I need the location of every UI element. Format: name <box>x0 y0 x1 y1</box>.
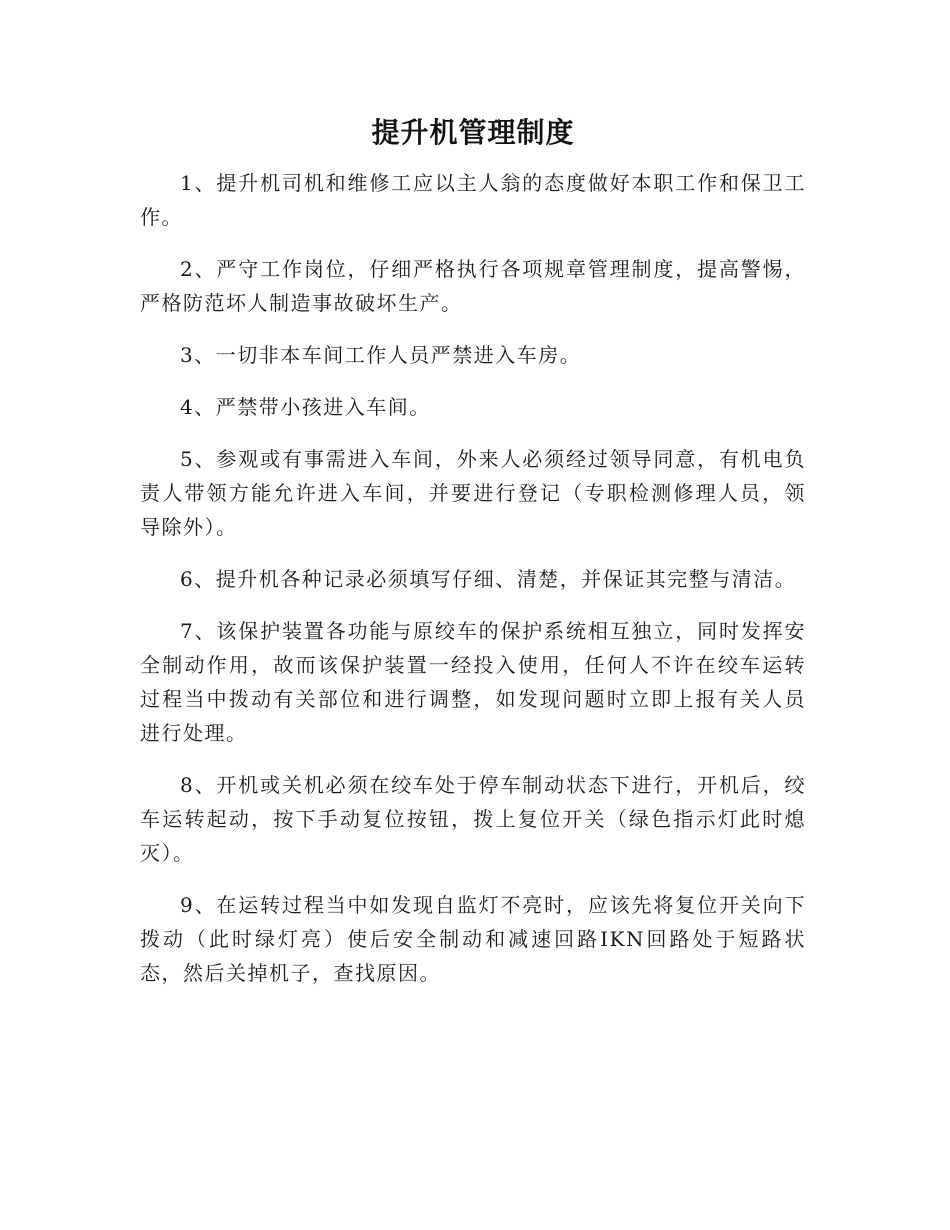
paragraph-3: 3、一切非本车间工作人员严禁进入车房。 <box>180 343 582 367</box>
paragraph-2: 2、严守工作岗位，仔细严格执行各项规章管理制度，提高警惕，严格防范坏人制造事故破坏生产。 <box>140 257 806 315</box>
document-title: 提升机管理制度 <box>371 116 575 149</box>
paragraph-7: 7、该保护装置各功能与原绞车的保护系统相互独立，同时发挥安全制动作用，故而该保护装置一经投入使用，任何人不许在绞车运转过程当中拨动有关部位和进行调整，如发现问题时立即上报有关人员进行处理。 <box>140 619 806 745</box>
paragraph-5: 5、参观或有事需进入车间，外来人必须经过领导同意，有机电负责人带领方能允许进入车间，并要进行登记（专职检测修理人员，领导除外）。 <box>140 447 806 539</box>
paragraph-4: 4、严禁带小孩进入车间。 <box>180 395 431 419</box>
paragraph-6: 6、提升机各种记录必须填写仔细、清楚，并保证其完整与清洁。 <box>180 567 797 591</box>
paragraph-9: 9、在运转过程当中如发现自监灯不亮时，应该先将复位开关向下拨动（此时绿灯亮）使后安全制动和减速回路IKN回路处于短路状态，然后关掉机子，查找原因。 <box>140 893 806 985</box>
paragraph-1: 1、提升机司机和维修工应以主人翁的态度做好本职工作和保卫工作。 <box>140 171 806 229</box>
paragraph-8: 8、开机或关机必须在绞车处于停车制动状态下进行，开机后，绞车运转起动，按下手动复位按钮，拨上复位开关（绿色指示灯此时熄灭）。 <box>140 773 806 865</box>
document-page <box>140 112 806 1008</box>
